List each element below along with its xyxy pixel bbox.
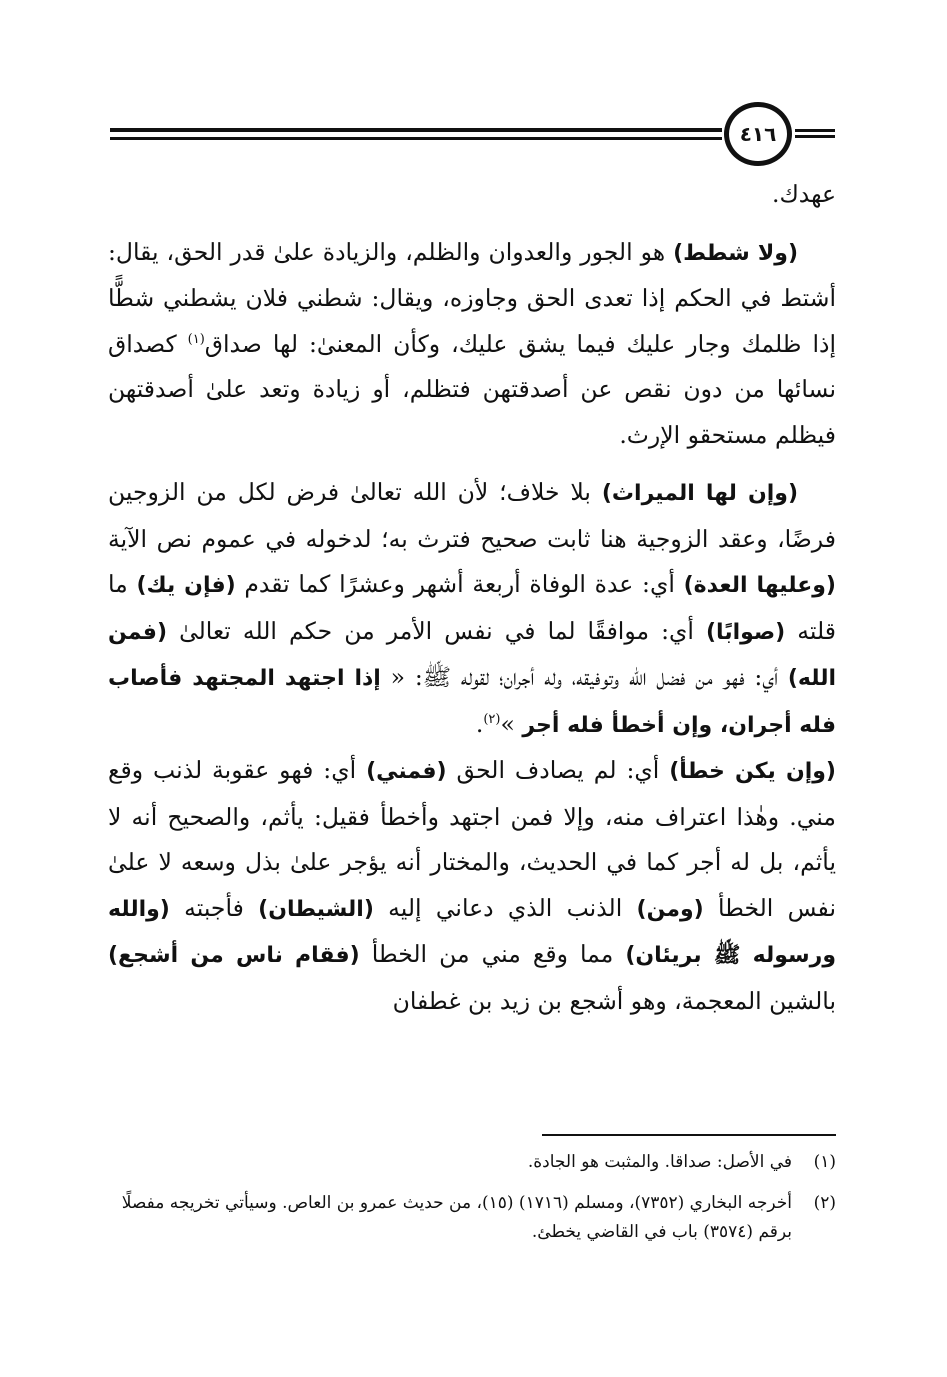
term-wala-shatat: (ولا شطط)	[673, 240, 798, 266]
term-bariyan: (والله ورسوله ﷺ بريئان)	[108, 896, 836, 968]
footnote-ref-2: (٢)	[483, 711, 501, 727]
footnote-text: في الأصل: صداقا. والمثبت هو الجادة.	[527, 1152, 792, 1172]
term-miras: (وإن لها الميراث)	[601, 481, 798, 506]
header-rule-right	[795, 129, 835, 138]
footnotes	[108, 1148, 836, 1259]
main-text	[108, 172, 836, 1024]
footnote-separator	[542, 1134, 836, 1136]
header-rule-top	[110, 128, 722, 132]
footnote-2	[108, 1189, 836, 1247]
page-number-badge	[724, 102, 792, 166]
term-khata: (وإن يكن خطأ)	[669, 759, 836, 784]
paragraph-1: (ولا شطط) هو الجور والعدوان والظلم، والزيادة علىٰ قدر الحق، يقال: أشتط في الحكم إذا تعدى الحق وجاوزه، ويقال: شطني فلان يشطني شطًّا إذا ظلمك وجار عليك فيما يشق عليك، وكأن المعنىٰ: لها صداق$^{(١)}$ كصداق نسائها من دون نقص عن أصدقتهن فتظلم، أو زيادة وتعد علىٰ أصدقتهن فيظلم مستحقو الإرث.	[108, 237, 836, 449]
page-header	[110, 98, 835, 170]
term-shaytan: (الشيطان)	[258, 896, 374, 922]
term-sawab: (صوابًا)	[706, 619, 786, 645]
opening-line: عهدك.	[771, 180, 836, 208]
term-famini: (فمني)	[366, 759, 447, 784]
header-rule-bottom	[110, 137, 722, 140]
paragraph-3: (وإن يكن خطأ) أي: لم يصادف الحق (فمني) أي: فهو عقوبة لذنب وقع مني. وهٰذا اعتراف منه، وإلا فمن اجتهد وأخطأ فقيل: يأثم، والصحيح أنه لا يأثم، بل له أجر كما في الحديث، والمختار أنه يؤجر علىٰ بذل وسعه لا علىٰ نفس الخطأ (ومن) الذنب الذي دعاني إليه (الشيطان) فأجبته (والله ورسوله ﷺ بريئان) مما وقع مني من الخطأ (فقام ناس من أشجع) بالشين المعجمة، وهو أشجع بن زيد بن غطفان	[108, 756, 836, 1015]
footnote-number: (٢)	[813, 1193, 836, 1213]
term-wamin: (ومن)	[636, 896, 704, 922]
footnote-number: (١)	[813, 1152, 836, 1172]
paragraph-2: (وإن لها الميراث) بلا خلاف؛ لأن الله تعالىٰ فرض لكل من الزوجين فرضًا، وعقد الزوجية هنا ثابت صحيح فترث به؛ لدخوله في عموم نص الآية (وعليها العدة) أي: عدة الوفاة أربعة أشهر وعشرًا كما تقدم (فإن يك) ما قلته (صوابًا) أي: موافقًا لما في نفس الأمر من حكم الله تعالىٰ (فمن الله) أي: فهو من فضل الله وتوفيقه، وله أجران؛ لقوله ﷺ: « إذا اجتهد المجتهد فأصاب فله أجران، وإن أخطأ فله أجر »$^{(٢)}$.	[108, 478, 836, 738]
page-number: ٤١٦	[739, 122, 777, 146]
hadith-quote: إذا اجتهد المجتهد فأصاب فله أجران، وإن أخطأ فله أجر	[108, 666, 836, 738]
footnote-1	[108, 1148, 836, 1177]
term-idda: (وعليها العدة)	[683, 573, 836, 598]
term-fa-in-yak: (فإن يك)	[136, 573, 236, 598]
footnote-text: أخرجه البخاري (٧٣٥٢)، ومسلم (١٧١٦) (١٥)، من حديث عمرو بن العاص. وسيأتي تخريجه مفصلًا برقم (٣٥٧٤) باب في القاضي يخطئ.	[121, 1193, 792, 1242]
term-famin-allah: (فمن الله)	[108, 619, 836, 691]
footnote-ref-1: (١)	[187, 331, 205, 347]
term-ashja: (فقام ناس من أشجع)	[108, 943, 360, 968]
